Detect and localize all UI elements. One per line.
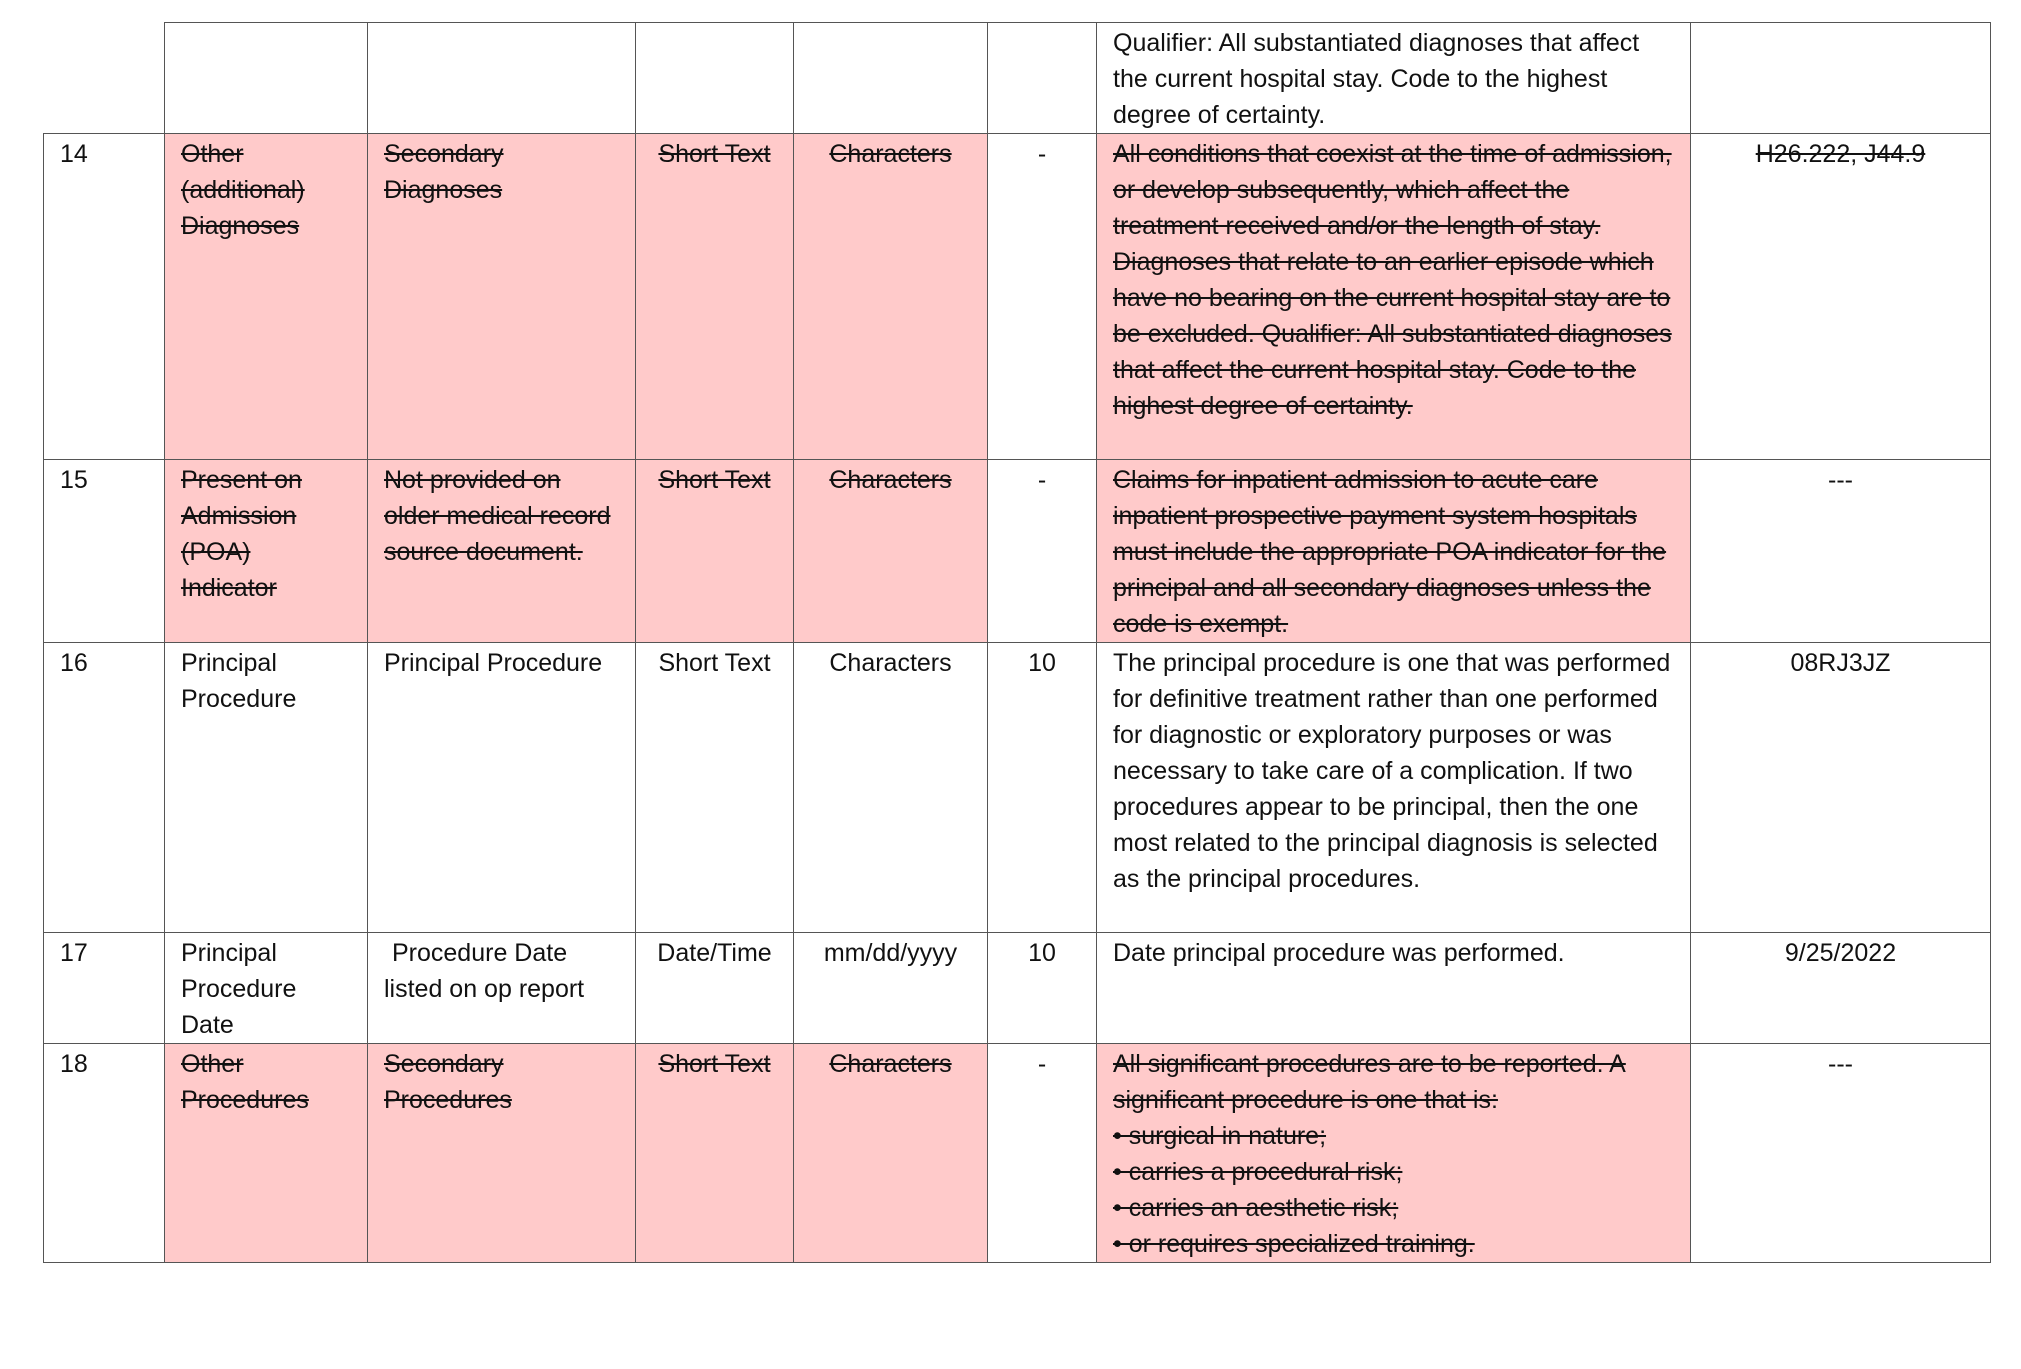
cell-description [1097,23,1691,134]
cell-example [1691,134,1991,460]
cell-length [988,1044,1097,1263]
example-text: --- [1828,1050,1853,1078]
row-number: 17 [60,939,88,967]
data-type-text: Short Text [658,649,771,677]
cell-data-type [636,134,794,460]
cell-source [368,23,636,134]
cell-description [1097,933,1691,1044]
cell-element [165,933,368,1044]
source-text: Procedure Date listed on op report [384,939,585,1003]
row-number: 16 [60,649,88,677]
cell-format [794,134,988,460]
table-row-17 [44,933,1991,1044]
data-dictionary-table [43,22,1991,1263]
cell-number [44,933,165,1044]
cell-length [988,23,1097,134]
cell-example [1691,1044,1991,1263]
row-number: 18 [60,1050,88,1078]
table-row-15 [44,460,1991,643]
cell-format [794,1044,988,1263]
cell-source [368,460,636,643]
cell-number [44,643,165,933]
cell-data-type [636,1044,794,1263]
cell-source [368,1044,636,1263]
description-text: The principal procedure is one that was performed for definitive treatment rather than one performed for diagnostic or exploratory purposes or was necessary to take care of a complication. If two procedures appear to be principal, then the one most related to the principal diagnosis is selected as the principal procedures. [1113,649,1671,893]
format-text: Characters [829,466,952,494]
cell-format [794,23,988,134]
description-text: Qualifier: All substantiated diagnoses that affect the current hospital stay. Code to the highest degree of certainty. [1113,29,1640,129]
cell-source [368,643,636,933]
cell-example [1691,23,1991,134]
cell-format [794,643,988,933]
cell-description [1097,460,1691,643]
cell-data-type [636,643,794,933]
length-text: - [1037,140,1047,168]
data-type-text: Short Text [658,466,771,494]
cell-length [988,460,1097,643]
cell-example [1691,933,1991,1044]
cell-description [1097,1044,1691,1263]
example-text: 9/25/2022 [1784,939,1897,967]
cell-example [1691,460,1991,643]
table-row-16 [44,643,1991,933]
description-text: Claims for inpatient admission to acute care inpatient prospective payment system hospitals must include the appropriate POA indicator for the principal and all secondary diagnoses unless the code is exempt. [1113,466,1667,638]
cell-data-type [636,460,794,643]
description-text: Date principal procedure was performed. [1113,939,1565,967]
cell-number [44,1044,165,1263]
cell-length [988,643,1097,933]
example-text: --- [1828,466,1853,494]
table-row-18 [44,1044,1991,1263]
cell-number [44,460,165,643]
cell-element [165,460,368,643]
source-text: Not provided on older medical record source document. [384,466,611,566]
bullet-item: • or requires specialized training. [1113,1230,1475,1258]
element-name: Other (additional) Diagnoses [181,140,305,240]
cell-element [165,643,368,933]
cell-description [1097,643,1691,933]
length-text: 10 [1028,649,1056,677]
example-text: 08RJ3JZ [1790,649,1891,677]
format-text: mm/dd/yyyy [823,939,958,967]
description-text: All significant procedures are to be reported. A significant procedure is one that is: [1113,1050,1626,1114]
element-name: Other Procedures [181,1050,309,1114]
data-type-text: Date/Time [657,939,772,967]
cell-number [44,23,165,134]
cell-data-type [636,933,794,1044]
source-text: Secondary Diagnoses [384,140,504,204]
data-type-text: Short Text [658,140,771,168]
cell-source [368,134,636,460]
cell-length [988,134,1097,460]
table-row-14 [44,134,1991,460]
row-number: 14 [60,140,88,168]
cell-format [794,933,988,1044]
data-type-text: Short Text [658,1050,771,1078]
length-text: - [1037,466,1047,494]
cell-element [165,134,368,460]
format-text: Characters [829,649,952,677]
cell-element [165,23,368,134]
cell-data-type [636,23,794,134]
cell-number [44,134,165,460]
bullet-item: • surgical in nature; [1113,1122,1327,1150]
source-text: Secondary Procedures [384,1050,512,1114]
source-text: Principal Procedure [384,649,603,677]
example-text: H26.222, J44.9 [1755,140,1926,168]
element-name: Principal Procedure [181,649,297,713]
format-text: Characters [829,1050,952,1078]
cell-length [988,933,1097,1044]
cell-source [368,933,636,1044]
format-text: Characters [829,140,952,168]
cell-format [794,460,988,643]
bullet-item: • carries a procedural risk; [1113,1158,1403,1186]
description-text: All conditions that coexist at the time of admission, or develop subsequently, which affect the treatment received and/or the length of stay. Diagnoses that relate to an earlier episode which have no bearing on the current hospital stay are to be excluded. Qualifier: All substantiated diagnoses that affect the current hospital stay. Code to the highest degree of certainty. [1113,140,1672,420]
row-number: 15 [60,466,88,494]
cell-description [1097,134,1691,460]
length-text: 10 [1028,939,1056,967]
length-text: - [1037,1050,1047,1078]
cell-element [165,1044,368,1263]
cell-example [1691,643,1991,933]
bullet-item: • carries an aesthetic risk; [1113,1194,1399,1222]
table-row-continuation [44,23,1991,134]
element-name: Present on Admission (POA) Indicator [181,466,302,602]
element-name: Principal Procedure Date [181,939,297,1039]
